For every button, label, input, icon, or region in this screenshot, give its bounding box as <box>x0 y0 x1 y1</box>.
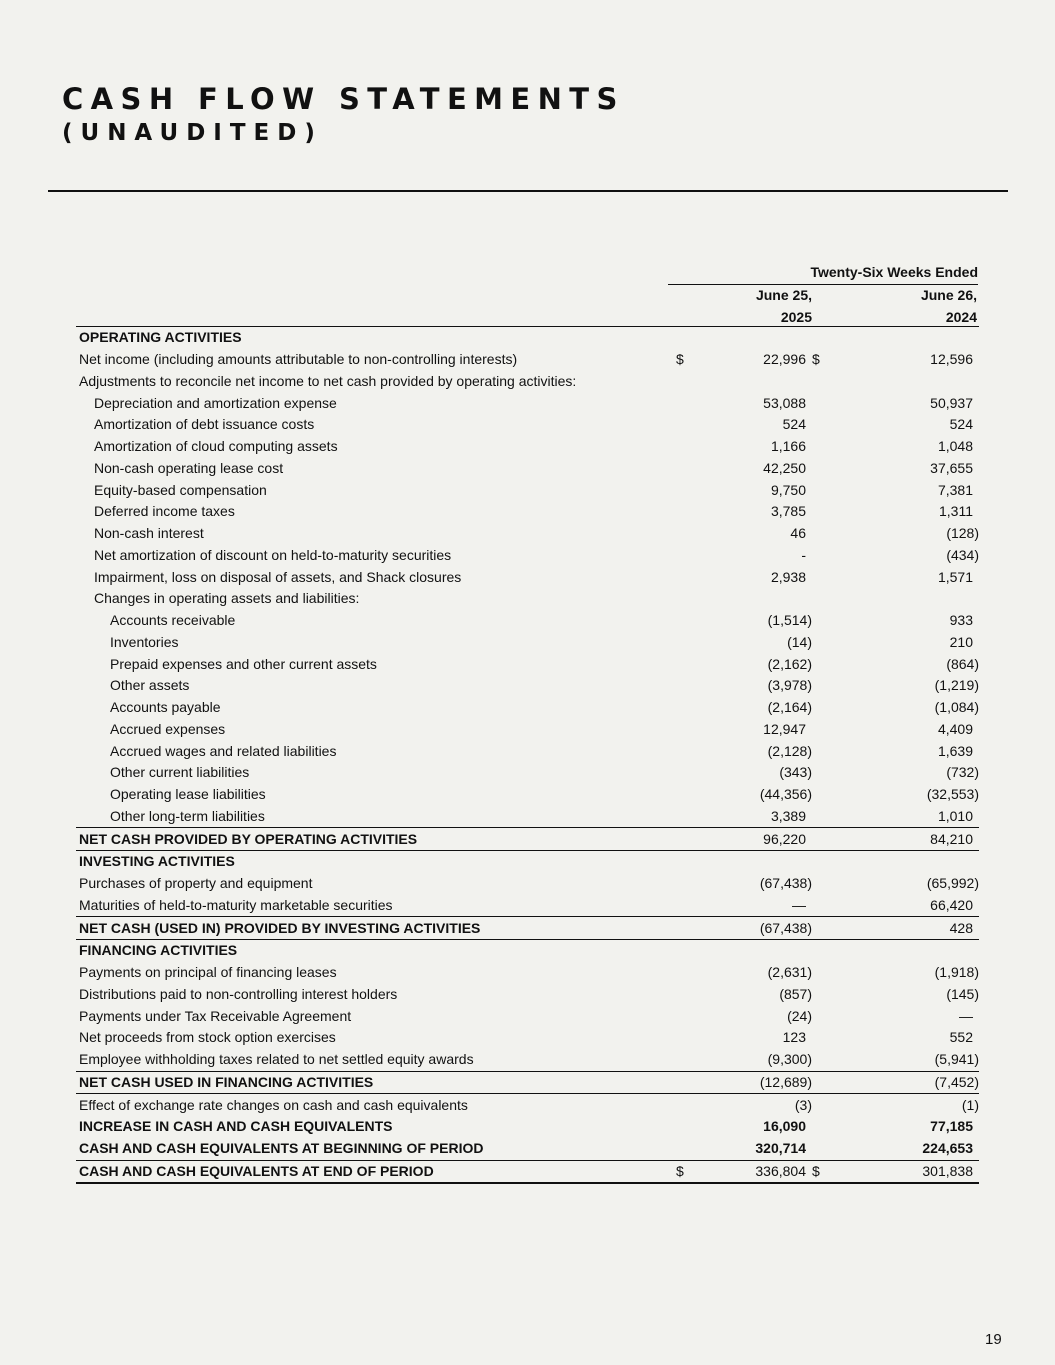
row-label: OPERATING ACTIVITIES <box>79 329 242 346</box>
value-2024: 37,655 <box>930 459 973 476</box>
value-2024: (145) <box>946 985 979 1002</box>
currency-symbol-2024: $ <box>812 351 820 368</box>
value-2024: (32,553) <box>926 786 979 803</box>
table-row <box>76 501 979 523</box>
row-label: Effect of exchange rate changes on cash and cash equivalents <box>79 1096 468 1113</box>
currency-symbol-2024 <box>812 719 852 741</box>
row-label: INCREASE IN CASH AND CASH EQUIVALENTS <box>79 1118 393 1135</box>
row-label: Payments on principal of financing leases <box>79 964 337 981</box>
value-2024 <box>852 851 979 873</box>
table-row <box>76 479 979 501</box>
value-2025: (67,438) <box>759 875 812 892</box>
currency-symbol-2024 <box>812 566 852 588</box>
value-2024: (1,219) <box>934 677 979 694</box>
table-row <box>76 566 979 588</box>
value-2025: (2,164) <box>767 699 812 716</box>
table-row <box>76 545 979 567</box>
currency-symbol-2025 <box>676 962 706 984</box>
currency-symbol-2025 <box>676 545 706 567</box>
currency-symbol-2024 <box>812 1005 852 1027</box>
row-label: CASH AND CASH EQUIVALENTS AT BEGINNING OF PERIOD <box>79 1140 484 1157</box>
cash-flow-table-body <box>76 327 979 1183</box>
currency-symbol-2025 <box>676 392 706 414</box>
currency-symbol-2025 <box>676 566 706 588</box>
value-2025: (1,514) <box>767 612 812 629</box>
value-2024: 210 <box>949 633 973 650</box>
currency-symbol-2024 <box>812 740 852 762</box>
row-label: Other assets <box>110 677 190 694</box>
value-2024 <box>852 327 979 349</box>
currency-symbol-2024 <box>812 1071 852 1094</box>
value-2025: 9,750 <box>770 481 806 498</box>
row-label: Accrued wages and related liabilities <box>110 742 337 759</box>
currency-symbol-2024 <box>812 940 852 962</box>
currency-symbol-2024 <box>812 697 852 719</box>
currency-symbol-2025 <box>676 610 706 632</box>
value-2025: (12,689) <box>706 1071 812 1094</box>
value-2024: 428 <box>852 917 979 940</box>
currency-symbol-2025 <box>676 851 706 873</box>
value-2025: (3) <box>794 1096 812 1113</box>
currency-symbol-2024 <box>812 458 852 480</box>
value-2025 <box>706 371 812 393</box>
column-header-2025-line1: June 25, <box>755 287 812 303</box>
currency-symbol-2025 <box>676 436 706 458</box>
currency-symbol-2024 <box>812 327 852 349</box>
currency-symbol-2024 <box>812 828 852 851</box>
currency-symbol-2025 <box>676 588 706 610</box>
table-row <box>76 523 979 545</box>
table-row <box>76 414 979 436</box>
column-header-2024-line2: 2024 <box>945 309 977 325</box>
currency-symbol-2024 <box>812 806 852 828</box>
currency-symbol-2024 <box>812 917 852 940</box>
currency-symbol-2025 <box>676 414 706 436</box>
currency-symbol-2025 <box>676 1138 706 1160</box>
currency-symbol-2024 <box>812 984 852 1006</box>
row-label: Deferred income taxes <box>94 503 235 520</box>
table-row <box>76 392 979 414</box>
table-row <box>76 697 979 719</box>
table-row <box>76 806 979 828</box>
table-row <box>76 588 979 610</box>
row-label: NET CASH USED IN FINANCING ACTIVITIES <box>76 1071 676 1094</box>
value-2024: 1,571 <box>937 568 973 585</box>
value-2024: (434) <box>946 546 979 563</box>
currency-symbol-2025 <box>676 501 706 523</box>
value-2024: 1,048 <box>937 438 973 455</box>
row-label: Equity-based compensation <box>94 481 267 498</box>
value-2025: 96,220 <box>706 828 812 851</box>
row-label: Other long-term liabilities <box>110 807 265 824</box>
table-row <box>76 327 979 349</box>
value-2024: 66,420 <box>930 896 973 913</box>
value-2025: (3,978) <box>767 677 812 694</box>
row-label: Depreciation and amortization expense <box>94 394 337 411</box>
value-2024: 1,639 <box>937 742 973 759</box>
value-2024: 12,596 <box>930 351 973 368</box>
currency-symbol-2024 <box>812 1027 852 1049</box>
currency-symbol-2025 <box>676 458 706 480</box>
value-2025: — <box>792 896 806 913</box>
value-2024: 7,381 <box>937 481 973 498</box>
value-2024: 552 <box>949 1029 973 1046</box>
table-row <box>76 740 979 762</box>
table-row <box>76 828 979 851</box>
currency-symbol-2024 <box>812 1138 852 1160</box>
value-2025: 320,714 <box>755 1140 806 1157</box>
value-2024: 77,185 <box>930 1118 973 1135</box>
currency-symbol-2024 <box>812 762 852 784</box>
currency-symbol-2024 <box>812 784 852 806</box>
value-2024: 224,653 <box>922 1140 973 1157</box>
row-label: Amortization of debt issuance costs <box>94 416 315 433</box>
currency-symbol-2024 <box>812 632 852 654</box>
table-row <box>76 436 979 458</box>
table-row <box>76 1027 979 1049</box>
currency-symbol-2024 <box>812 962 852 984</box>
currency-symbol-2025 <box>676 873 706 895</box>
row-label: Maturities of held-to-maturity marketable securities <box>79 896 393 913</box>
currency-symbol-2025 <box>676 1116 706 1138</box>
currency-symbol-2025: $ <box>676 351 684 368</box>
row-label: Net amortization of discount on held-to-maturity securities <box>94 546 452 563</box>
table-row <box>76 1049 979 1071</box>
value-2025: 336,804 <box>706 1160 812 1183</box>
value-2025: 22,996 <box>763 351 806 368</box>
currency-symbol-2025 <box>676 653 706 675</box>
row-label: Impairment, loss on disposal of assets, and Shack closures <box>94 568 462 585</box>
row-label: Net proceeds from stock option exercises <box>79 1029 336 1046</box>
value-2024: (7,452) <box>852 1071 979 1094</box>
currency-symbol-2024 <box>812 588 852 610</box>
table-row <box>76 1094 979 1116</box>
value-2024 <box>852 588 979 610</box>
currency-symbol-2025 <box>676 719 706 741</box>
value-2025: 3,785 <box>770 503 806 520</box>
period-header: Twenty-Six Weeks Ended <box>668 262 978 285</box>
column-header-2024-line1: June 26, <box>920 287 977 303</box>
table-row <box>76 1005 979 1027</box>
currency-symbol-2024 <box>812 873 852 895</box>
row-label: Distributions paid to non-controlling interest holders <box>79 985 398 1002</box>
value-2024: 1,010 <box>937 807 973 824</box>
value-2024 <box>852 371 979 393</box>
currency-symbol-2025 <box>676 895 706 917</box>
currency-symbol-2024 <box>812 1094 852 1116</box>
table-row <box>76 784 979 806</box>
value-2025: - <box>801 546 806 563</box>
table-row <box>76 940 979 962</box>
row-label: Accounts payable <box>110 699 221 716</box>
value-2025: 42,250 <box>763 459 806 476</box>
table-row <box>76 917 979 940</box>
row-label: Operating lease liabilities <box>110 786 266 803</box>
row-label: FINANCING ACTIVITIES <box>79 942 238 959</box>
currency-symbol-2024 <box>812 501 852 523</box>
row-label: Changes in operating assets and liabilities: <box>94 590 360 607</box>
value-2024: 4,409 <box>937 720 973 737</box>
table-row <box>76 1160 979 1183</box>
currency-symbol-2024 <box>812 675 852 697</box>
table-row <box>76 762 979 784</box>
value-2025: (44,356) <box>759 786 812 803</box>
value-2025: 2,938 <box>770 568 806 585</box>
currency-symbol-2025 <box>676 784 706 806</box>
currency-symbol-2025 <box>676 327 706 349</box>
value-2025 <box>706 588 812 610</box>
value-2024: (1) <box>961 1096 979 1113</box>
header-rule <box>48 190 1008 192</box>
column-header-2025-line2: 2025 <box>780 309 812 325</box>
table-row <box>76 1138 979 1160</box>
currency-symbol-2025 <box>676 1049 706 1071</box>
value-2024: (5,941) <box>934 1051 979 1068</box>
table-row <box>76 371 979 393</box>
page-number: 19 <box>985 1331 1002 1348</box>
value-2024: 301,838 <box>852 1160 979 1183</box>
row-label: Payments under Tax Receivable Agreement <box>79 1007 352 1024</box>
row-label: Non-cash interest <box>94 525 204 542</box>
currency-symbol-2025 <box>676 1005 706 1027</box>
currency-symbol-2025 <box>676 1027 706 1049</box>
currency-symbol-2025 <box>676 371 706 393</box>
value-2025: (343) <box>779 764 812 781</box>
table-row <box>76 349 979 371</box>
value-2024: 84,210 <box>852 828 979 851</box>
value-2025 <box>706 940 812 962</box>
value-2024: (1,084) <box>934 699 979 716</box>
currency-symbol-2025 <box>676 479 706 501</box>
value-2024: (864) <box>946 655 979 672</box>
row-label: Accounts receivable <box>110 612 236 629</box>
value-2025: (2,162) <box>767 655 812 672</box>
table-row <box>76 851 979 873</box>
value-2025: 16,090 <box>763 1118 806 1135</box>
page-subtitle: (UNAUDITED) <box>62 120 323 146</box>
value-2024: (128) <box>946 525 979 542</box>
value-2025: (67,438) <box>706 917 812 940</box>
value-2024 <box>852 940 979 962</box>
value-2025: (2,128) <box>767 742 812 759</box>
value-2025: 123 <box>782 1029 806 1046</box>
page-title: CASH FLOW STATEMENTS <box>62 82 625 116</box>
table-row <box>76 610 979 632</box>
value-2024: (732) <box>946 764 979 781</box>
currency-symbol-2024 <box>812 414 852 436</box>
currency-symbol-2025 <box>676 523 706 545</box>
value-2025: (857) <box>779 985 812 1002</box>
value-2025 <box>706 327 812 349</box>
currency-symbol-2025 <box>676 828 706 851</box>
currency-symbol-2025 <box>676 806 706 828</box>
currency-symbol-2025 <box>676 917 706 940</box>
currency-symbol-2025: $ <box>676 1160 706 1183</box>
currency-symbol-2024 <box>812 436 852 458</box>
currency-symbol-2024 <box>812 523 852 545</box>
value-2025: (24) <box>787 1007 812 1024</box>
row-label: Adjustments to reconcile net income to net cash provided by operating activities: <box>79 372 577 389</box>
value-2024: — <box>959 1007 973 1024</box>
currency-symbol-2025 <box>676 1094 706 1116</box>
row-label: NET CASH PROVIDED BY OPERATING ACTIVITIES <box>76 828 676 851</box>
row-label: Inventories <box>110 633 179 650</box>
value-2025: (2,631) <box>767 964 812 981</box>
currency-symbol-2024 <box>812 895 852 917</box>
row-label: Non-cash operating lease cost <box>94 459 284 476</box>
currency-symbol-2025 <box>676 632 706 654</box>
value-2025: 12,947 <box>763 720 806 737</box>
table-row <box>76 962 979 984</box>
table-row <box>76 632 979 654</box>
currency-symbol-2025 <box>676 940 706 962</box>
value-2025: 524 <box>782 416 806 433</box>
currency-symbol-2024 <box>812 610 852 632</box>
value-2024: 50,937 <box>930 394 973 411</box>
currency-symbol-2025 <box>676 984 706 1006</box>
value-2024: 1,311 <box>939 503 973 520</box>
table-row <box>76 895 979 917</box>
value-2024: (65,992) <box>926 875 979 892</box>
value-2024: (1,918) <box>934 964 979 981</box>
value-2025 <box>706 851 812 873</box>
currency-symbol-2024 <box>812 653 852 675</box>
value-2025: 53,088 <box>763 394 806 411</box>
row-label: Employee withholding taxes related to net settled equity awards <box>79 1051 474 1068</box>
row-label: NET CASH (USED IN) PROVIDED BY INVESTING ACTIVITIES <box>76 917 676 940</box>
currency-symbol-2024 <box>812 1049 852 1071</box>
value-2025: 1,166 <box>770 438 806 455</box>
currency-symbol-2024 <box>812 371 852 393</box>
currency-symbol-2024: $ <box>812 1160 852 1183</box>
currency-symbol-2025 <box>676 762 706 784</box>
currency-symbol-2025 <box>676 675 706 697</box>
table-row <box>76 984 979 1006</box>
row-label: Accrued expenses <box>110 720 226 737</box>
row-label: Amortization of cloud computing assets <box>94 438 338 455</box>
value-2025: (14) <box>787 633 812 650</box>
row-label: Other current liabilities <box>110 764 250 781</box>
cash-flow-table <box>76 327 979 1184</box>
table-row <box>76 675 979 697</box>
currency-symbol-2025 <box>676 1071 706 1094</box>
currency-symbol-2024 <box>812 479 852 501</box>
row-label: INVESTING ACTIVITIES <box>79 853 235 870</box>
value-2025: 3,389 <box>770 807 806 824</box>
table-row <box>76 873 979 895</box>
currency-symbol-2025 <box>676 740 706 762</box>
row-label: Prepaid expenses and other current assets <box>110 655 377 672</box>
value-2024: 524 <box>949 416 973 433</box>
row-label: CASH AND CASH EQUIVALENTS AT END OF PERIOD <box>76 1160 676 1183</box>
table-row <box>76 458 979 480</box>
value-2025: (9,300) <box>767 1051 812 1068</box>
currency-symbol-2024 <box>812 392 852 414</box>
row-label: Net income (including amounts attributable to non-controlling interests) <box>79 351 518 368</box>
value-2025: 46 <box>790 525 806 542</box>
table-row <box>76 653 979 675</box>
currency-symbol-2024 <box>812 545 852 567</box>
table-row <box>76 1116 979 1138</box>
row-label: Purchases of property and equipment <box>79 875 313 892</box>
currency-symbol-2024 <box>812 1116 852 1138</box>
table-row <box>76 1071 979 1094</box>
currency-symbol-2025 <box>676 697 706 719</box>
value-2024: 933 <box>949 612 973 629</box>
currency-symbol-2024 <box>812 851 852 873</box>
table-row <box>76 719 979 741</box>
